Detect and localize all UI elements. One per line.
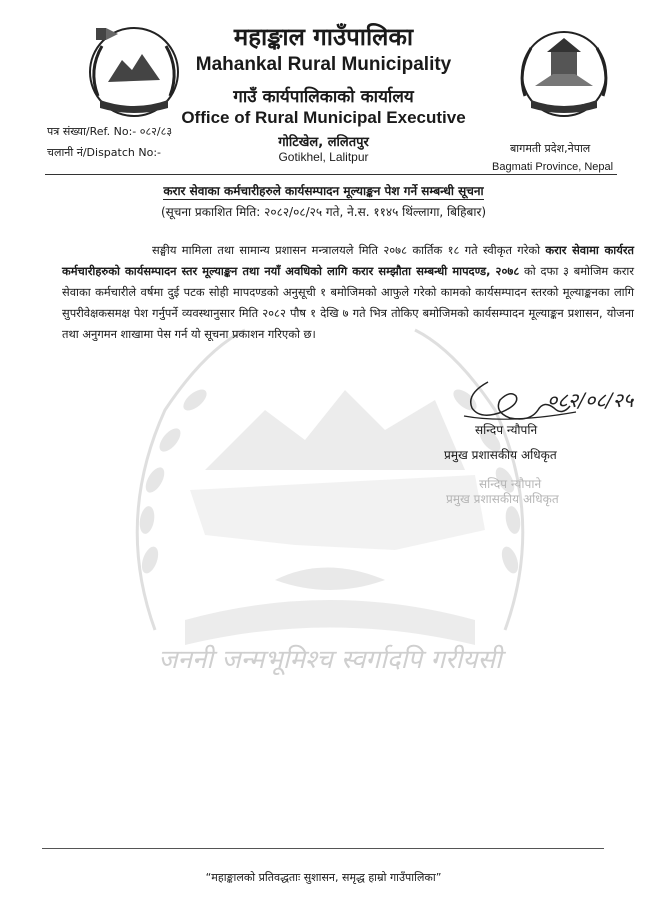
signatory-name: सन्दिप न्यौपनि (475, 423, 538, 437)
watermark-slogan: जननी जन्मभूमिश्च स्वर्गादपि गरीयसी (158, 645, 502, 675)
office-name-en: Office of Rural Municipal Executive (181, 108, 466, 127)
stamp-name: सन्दिप न्यौपाने (479, 477, 542, 491)
footer-slogan: “महाङ्कालको प्रतिवद्धताः सुशासन, समृद्ध हाम्रो गाउँपालिका” (205, 871, 442, 884)
body-text-bold: करार सेवामा कार्यरत कर्मचारीहरुको कार्यसम्पादन स्तर मूल्याङ्कन तथा नयाँ अवधिको लागि करार सम्झौता सम्बन्धी मापदण्ड, २०७८ (62, 243, 634, 278)
footer-divider (42, 848, 604, 849)
header-divider (45, 174, 617, 175)
municipality-name-np: महाङ्काल गाउँपालिका (233, 23, 414, 51)
notice-subject (0, 182, 647, 199)
address-np: गोटिखेल, ललितपुर (278, 135, 369, 150)
publication-date: (सूचना प्रकाशित मिति: २०८२/०८/२५ गते, ने.स. ११४५ थिंल्लागा, बिहिबार) (160, 205, 487, 219)
notice-body (62, 240, 634, 345)
province-np: बागमती प्रदेश,नेपाल (510, 142, 591, 155)
body-text-part2: को दफा ३ बमोजिम करार सेवाका कर्मचारीले वर्षमा दुई पटक सोही मापदण्डको अनुसूची १ बमोजिमको आफुले गरेको कामको कार्यसम्पादन स्तरको मूल्याङ्कनका लागि सुपरीवेक्षकसमक्ष पेश गर्नुपर्ने व्यवस्थानुसार मिति २०८२ पौष १ देखि ७ गते भित्र तोकिए बमोजिमको कार्यसम्पादन मूल्याङ्कन प्रशासन, योजना तथा अनुगमन शाखामा पेस गर्न यो सूचना प्रकाशन गरिएको छ। (62, 264, 634, 341)
stamp-title: प्रमुख प्रशासकीय अधिकृत (446, 492, 559, 506)
signatory-title: प्रमुख प्रशासकीय अधिकृत (444, 448, 557, 462)
notice-subject-text: करार सेवाका कर्मचारीहरुले कार्यसम्पादन मूल्याङ्कन पेश गर्ने सम्बन्धी सूचना (163, 184, 484, 198)
left-emblem-text: महाङ्काल गाउँपालिका (118, 99, 152, 104)
address-en: Gotikhel, Lalitpur (278, 150, 369, 164)
municipality-name-en: Mahankal Rural Municipality (195, 54, 452, 75)
signature-date: ०८२/०८/२५ (547, 388, 634, 412)
office-name-np: गाउँ कार्यपालिकाको कार्यालय (233, 87, 414, 107)
right-emblem-text: बागमती प्रदेश सरकार (545, 100, 585, 106)
dispatch-number: चलानी नं/Dispatch No:- (47, 146, 161, 159)
province-en: Bagmati Province, Nepal (492, 161, 614, 173)
reference-number: पत्र संख्या/Ref. No:- ०८२/८३ (47, 125, 173, 138)
body-text-part1: सङ्घीय मामिला तथा सामान्य प्रशासन मन्त्रालयले मिति २०७८ कार्तिक १८ गते स्वीकृत गरेको (152, 243, 546, 257)
